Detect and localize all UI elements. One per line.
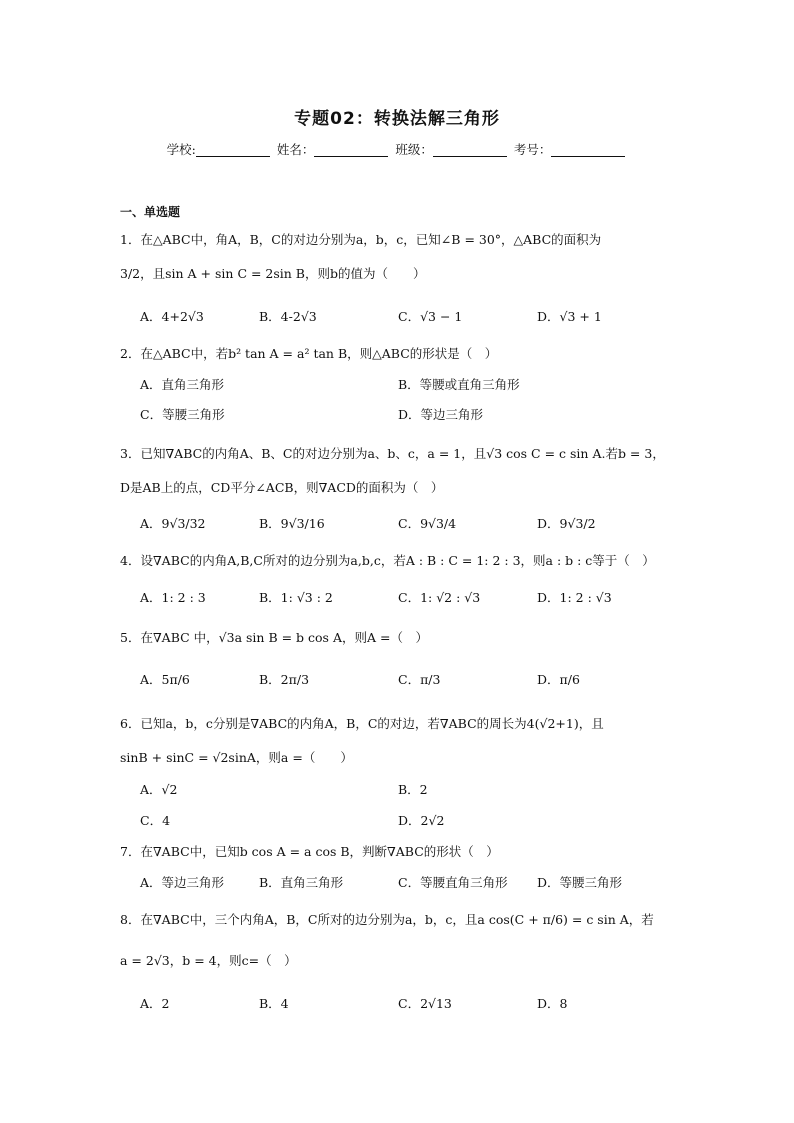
question-5-option-a[interactable]: A．5π/6 xyxy=(140,672,190,687)
question-3-line-1: 3．已知∇ABC的内角A、B、C的对边分别为a、b、c，a = 1，且√3 cos C = c sin A.若b = 3， xyxy=(120,446,665,461)
exam-number-label: 考号： xyxy=(513,142,552,157)
question-6-option-c[interactable]: C．4 xyxy=(140,813,171,828)
question-3-option-c[interactable]: C．9√3/4 xyxy=(398,516,457,531)
question-1-option-c[interactable]: C．√3 − 1 xyxy=(398,309,463,324)
question-7-option-d[interactable]: D．等腰三角形 xyxy=(537,875,623,890)
question-6-option-d[interactable]: D．2√2 xyxy=(398,813,445,828)
question-7-option-b[interactable]: B．直角三角形 xyxy=(259,875,344,890)
class-label: 班级： xyxy=(395,142,433,157)
question-8-option-b[interactable]: B．4 xyxy=(259,996,289,1011)
question-3-option-d[interactable]: D．9√3/2 xyxy=(537,516,596,531)
name-label: 姓名： xyxy=(276,142,315,157)
question-7-line-1: 7．在∇ABC中，已知b cos A = a cos B，判断∇ABC的形状（ ） xyxy=(120,844,499,859)
question-8-option-c[interactable]: C．2√13 xyxy=(398,996,452,1011)
question-6-line-1: 6．已知a，b，c分别是∇ABC的内角A，B，C的对边，若∇ABC的周长为4(√2+1)，且 xyxy=(120,716,604,731)
question-3-line-2: D是AB上的点，CD平分∠ACB，则∇ACD的面积为（ ） xyxy=(120,480,444,495)
student-info-row xyxy=(0,140,794,158)
question-8-line-2: a = 2√3，b = 4，则c=（ ） xyxy=(120,953,297,968)
question-4-line-1: 4．设∇ABC的内角A,B,C所对的边分别为a,b,c，若A : B : C = 1: 2 : 3，则a : b : c等于（ ） xyxy=(120,553,655,568)
question-2-option-c[interactable]: C．等腰三角形 xyxy=(140,407,225,422)
question-5-option-b[interactable]: B．2π/3 xyxy=(259,672,310,687)
question-5-option-c[interactable]: C．π/3 xyxy=(398,672,441,687)
question-1-line-2: 3/2，且sin A + sin C = 2sin B，则b的值为（ ） xyxy=(120,266,426,281)
question-4-option-c[interactable]: C．1: √2 : √3 xyxy=(398,590,481,605)
question-4-option-d[interactable]: D．1: 2 : √3 xyxy=(537,590,612,605)
section-heading: 一、单选题 xyxy=(120,205,181,219)
question-5-option-d[interactable]: D．π/6 xyxy=(537,672,580,687)
class-field[interactable] xyxy=(433,143,507,157)
page-title: 专题02：转换法解三角形 xyxy=(294,109,500,129)
question-5-line-1: 5．在∇ABC 中，√3a sin B = b cos A，则A =（ ） xyxy=(120,630,428,645)
question-2-option-b[interactable]: B．等腰或直角三角形 xyxy=(398,377,520,392)
name-field[interactable] xyxy=(314,143,388,157)
question-2-option-a[interactable]: A．直角三角形 xyxy=(140,377,225,392)
question-8-option-a[interactable]: A．2 xyxy=(140,996,170,1011)
question-3-option-a[interactable]: A．9√3/32 xyxy=(140,516,206,531)
question-2-line-1: 2．在△ABC中，若b² tan A = a² tan B，则△ABC的形状是（ ） xyxy=(120,346,498,361)
question-1-option-d[interactable]: D．√3 + 1 xyxy=(537,309,602,324)
question-4-option-b[interactable]: B．1: √3 : 2 xyxy=(259,590,333,605)
question-6-option-b[interactable]: B．2 xyxy=(398,782,428,797)
question-3-option-b[interactable]: B．9√3/16 xyxy=(259,516,325,531)
question-1-option-b[interactable]: B．4-2√3 xyxy=(259,309,317,324)
question-1-option-a[interactable]: A．4+2√3 xyxy=(140,309,204,324)
question-6-option-a[interactable]: A．√2 xyxy=(140,782,178,797)
question-7-option-c[interactable]: C．等腰直角三角形 xyxy=(398,875,508,890)
school-label: 学校: xyxy=(166,142,196,157)
question-8-line-1: 8．在∇ABC中，三个内角A，B，C所对的边分别为a，b，c，且a cos(C + π/6) = c sin A，若 xyxy=(120,912,654,927)
question-1-line-1: 1．在△ABC中，角A，B，C的对边分别为a，b，c，已知∠B = 30°，△ABC的面积为 xyxy=(120,232,602,247)
exam-number-field[interactable] xyxy=(551,143,625,157)
question-8-option-d[interactable]: D．8 xyxy=(537,996,568,1011)
question-6-line-2: sinB + sinC = √2sinA，则a =（ ） xyxy=(120,750,353,765)
school-field[interactable] xyxy=(196,143,270,157)
question-4-option-a[interactable]: A．1: 2 : 3 xyxy=(140,590,206,605)
question-2-option-d[interactable]: D．等边三角形 xyxy=(398,407,484,422)
question-7-option-a[interactable]: A．等边三角形 xyxy=(140,875,225,890)
